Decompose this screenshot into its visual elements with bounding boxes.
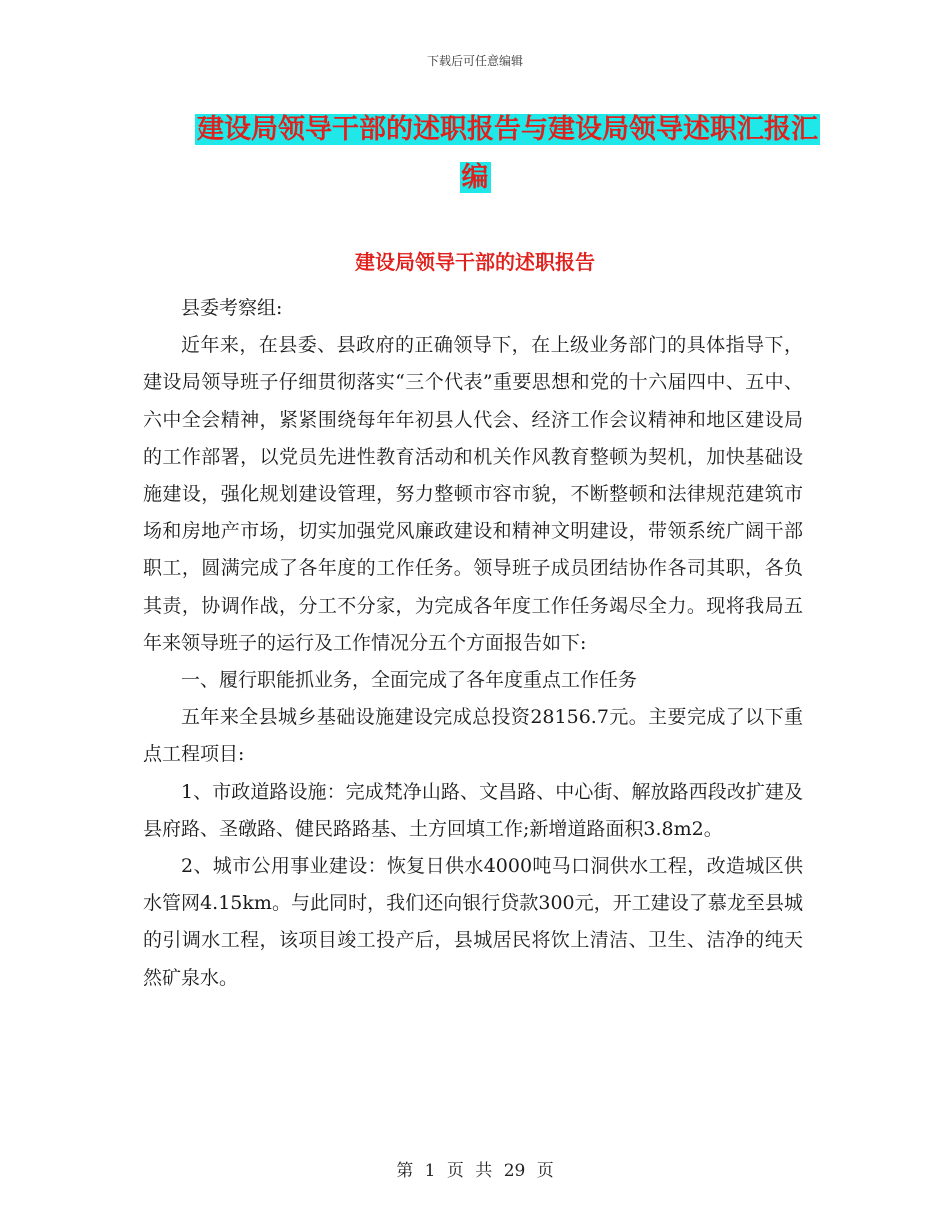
paragraph-item-1: 1、市政道路设施：完成梵净山路、文昌路、中心街、解放路西段改扩建及县府路、圣礅路、健民路路基、土方回填工作;新增道路面积3.8m2。 [143, 780, 803, 840]
body-text [143, 290, 803, 997]
paragraph-investment: 五年来全县城乡基础设施建设完成总投资28156.7元。主要完成了以下重点工程项目: [143, 706, 803, 766]
paragraph-salutation: 县委考察组: [181, 297, 283, 319]
title-line-1: 建设局领导干部的述职报告与建设局领导述职汇报汇 [197, 114, 818, 145]
paragraph-section-heading: 一、履行职能抓业务，全面完成了各年度重点工作任务 [181, 669, 638, 692]
title-line-2: 编 [461, 162, 489, 193]
section-title: 建设局领导干部的述职报告 [355, 250, 595, 274]
document-title [195, 108, 818, 200]
paragraph-intro: 近年来，在县委、县政府的正确领导下，在上级业务部门的具体指导下，建设局领导班子仔细贯彻落实“三个代表”重要思想和党的十六届四中、五中、六中全会精神，紧紧围绕每年年初县人代会、经济工作会议精神和地区建设局的工作部署，以党员先进性教育活动和机关作风教育整顿为契机，加快基础设施建设，强化规划建设管理，努力整顿市容市貌，不断整顿和法律规范建筑市场和房地产市场，切实加强党风廉政建设和精神文明建设，带领系统广阔干部职工，圆满完成了各年度的工作任务。领导班子成员团结协作各司其职，各负其责，协调作战，分工不分家，为完成各年度工作任务竭尽全力。现将我局五年来领导班子的运行及工作情况分五个方面报告如下: [143, 334, 803, 654]
paragraph-item-2: 2、城市公用事业建设：恢复日供水4000吨马口洞供水工程，改造城区供水管网4.15km。与此同时，我们还向银行贷款300元，开工建设了慕龙至县城的引调水工程，该项目竣工投产后，县城居民将饮上清洁、卫生、洁净的纯天然矿泉水。 [143, 855, 803, 989]
header-note: 下载后可任意编辑 [426, 54, 523, 68]
page-footer: 第 1 页 共 29 页 [396, 1161, 554, 1181]
